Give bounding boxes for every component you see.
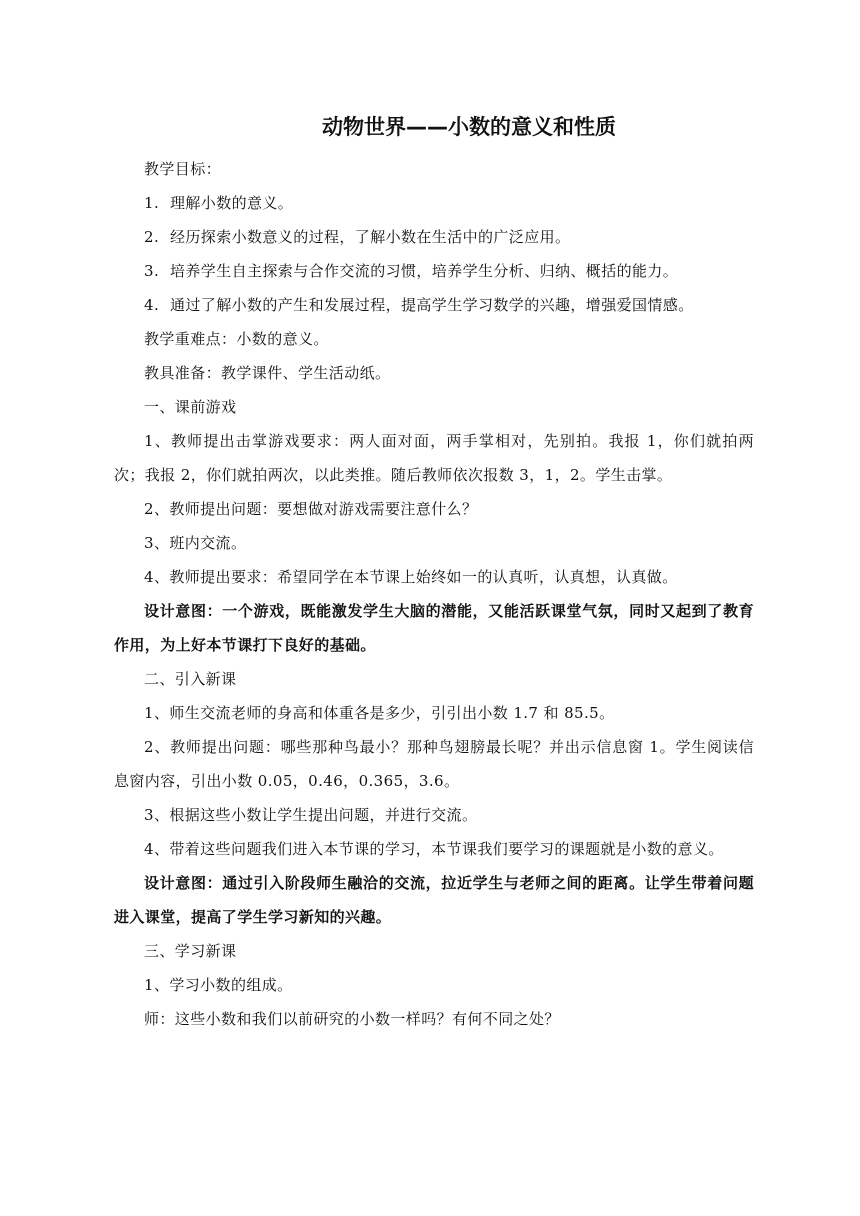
item-text: 通过了解小数的产生和发展过程，提高学生学习数学的兴趣，增强爱国情感。 bbox=[170, 296, 694, 314]
item-number: 2. bbox=[144, 228, 160, 246]
item-text: 经历探索小数意义的过程，了解小数在生活中的广泛应用。 bbox=[170, 228, 571, 246]
item-text: 理解小数的意义。 bbox=[170, 194, 294, 212]
design-intent-paragraph: 设计意图：一个游戏，既能激发学生大脑的潜能，又能活跃课堂气氛，同时又起到了教育作用，为上好本节课打下良好的基础。 bbox=[114, 602, 754, 654]
document-body bbox=[114, 152, 754, 1036]
paragraph: 3、班内交流。 bbox=[144, 534, 247, 552]
objective-item bbox=[114, 186, 754, 220]
paragraph: 二、引入新课 bbox=[144, 670, 237, 688]
paragraph: 1、师生交流老师的身高和体重各是多少，引引出小数 1.7 和 85.5。 bbox=[144, 704, 615, 722]
paragraph: 教具准备：教学课件、学生活动纸。 bbox=[144, 364, 391, 382]
item-number: 1. bbox=[144, 194, 160, 212]
paragraph: 教学重难点：小数的意义。 bbox=[144, 330, 329, 348]
objective-item bbox=[114, 254, 754, 288]
item-text: 培养学生自主探索与合作交流的习惯，培养学生分析、归纳、概括的能力。 bbox=[170, 262, 679, 280]
paragraph: 3、根据这些小数让学生提出问题，并进行交流。 bbox=[144, 806, 478, 824]
paragraph: 1、教师提出击掌游戏要求：两人面对面，两手掌相对，先别拍。我报 1，你们就拍两次；我报 2，你们就拍两次，以此类推。随后教师依次报数 3，1，2。学生击掌。 bbox=[114, 432, 754, 484]
item-number: 3. bbox=[144, 262, 160, 280]
paragraph: 4、教师提出要求：希望同学在本节课上始终如一的认真听，认真想，认真做。 bbox=[144, 568, 678, 586]
objective-item bbox=[114, 220, 754, 254]
objective-item bbox=[114, 288, 754, 322]
paragraph: 教学目标： bbox=[144, 160, 222, 178]
paragraph: 一、课前游戏 bbox=[144, 398, 237, 416]
document-title: 动物世界——小数的意义和性质 bbox=[322, 115, 616, 139]
paragraph: 三、学习新课 bbox=[144, 942, 237, 960]
paragraph: 4、带着这些问题我们进入本节课的学习，本节课我们要学习的课题就是小数的意义。 bbox=[144, 840, 724, 858]
paragraph: 1、学习小数的组成。 bbox=[144, 976, 293, 994]
paragraph: 2、教师提出问题：哪些那种鸟最小？那种鸟翅膀最长呢？并出示信息窗 1。学生阅读信息窗内容，引出小数 0.05，0.46，0.365，3.6。 bbox=[114, 738, 754, 790]
paragraph: 2、教师提出问题：要想做对游戏需要注意什么？ bbox=[144, 500, 478, 518]
design-intent-paragraph: 设计意图：通过引入阶段师生融洽的交流，拉近学生与老师之间的距离。让学生带着问题进入课堂，提高了学生学习新知的兴趣。 bbox=[114, 874, 754, 926]
paragraph: 师：这些小数和我们以前研究的小数一样吗？有何不同之处？ bbox=[144, 1010, 560, 1028]
item-number: 4. bbox=[144, 296, 160, 314]
